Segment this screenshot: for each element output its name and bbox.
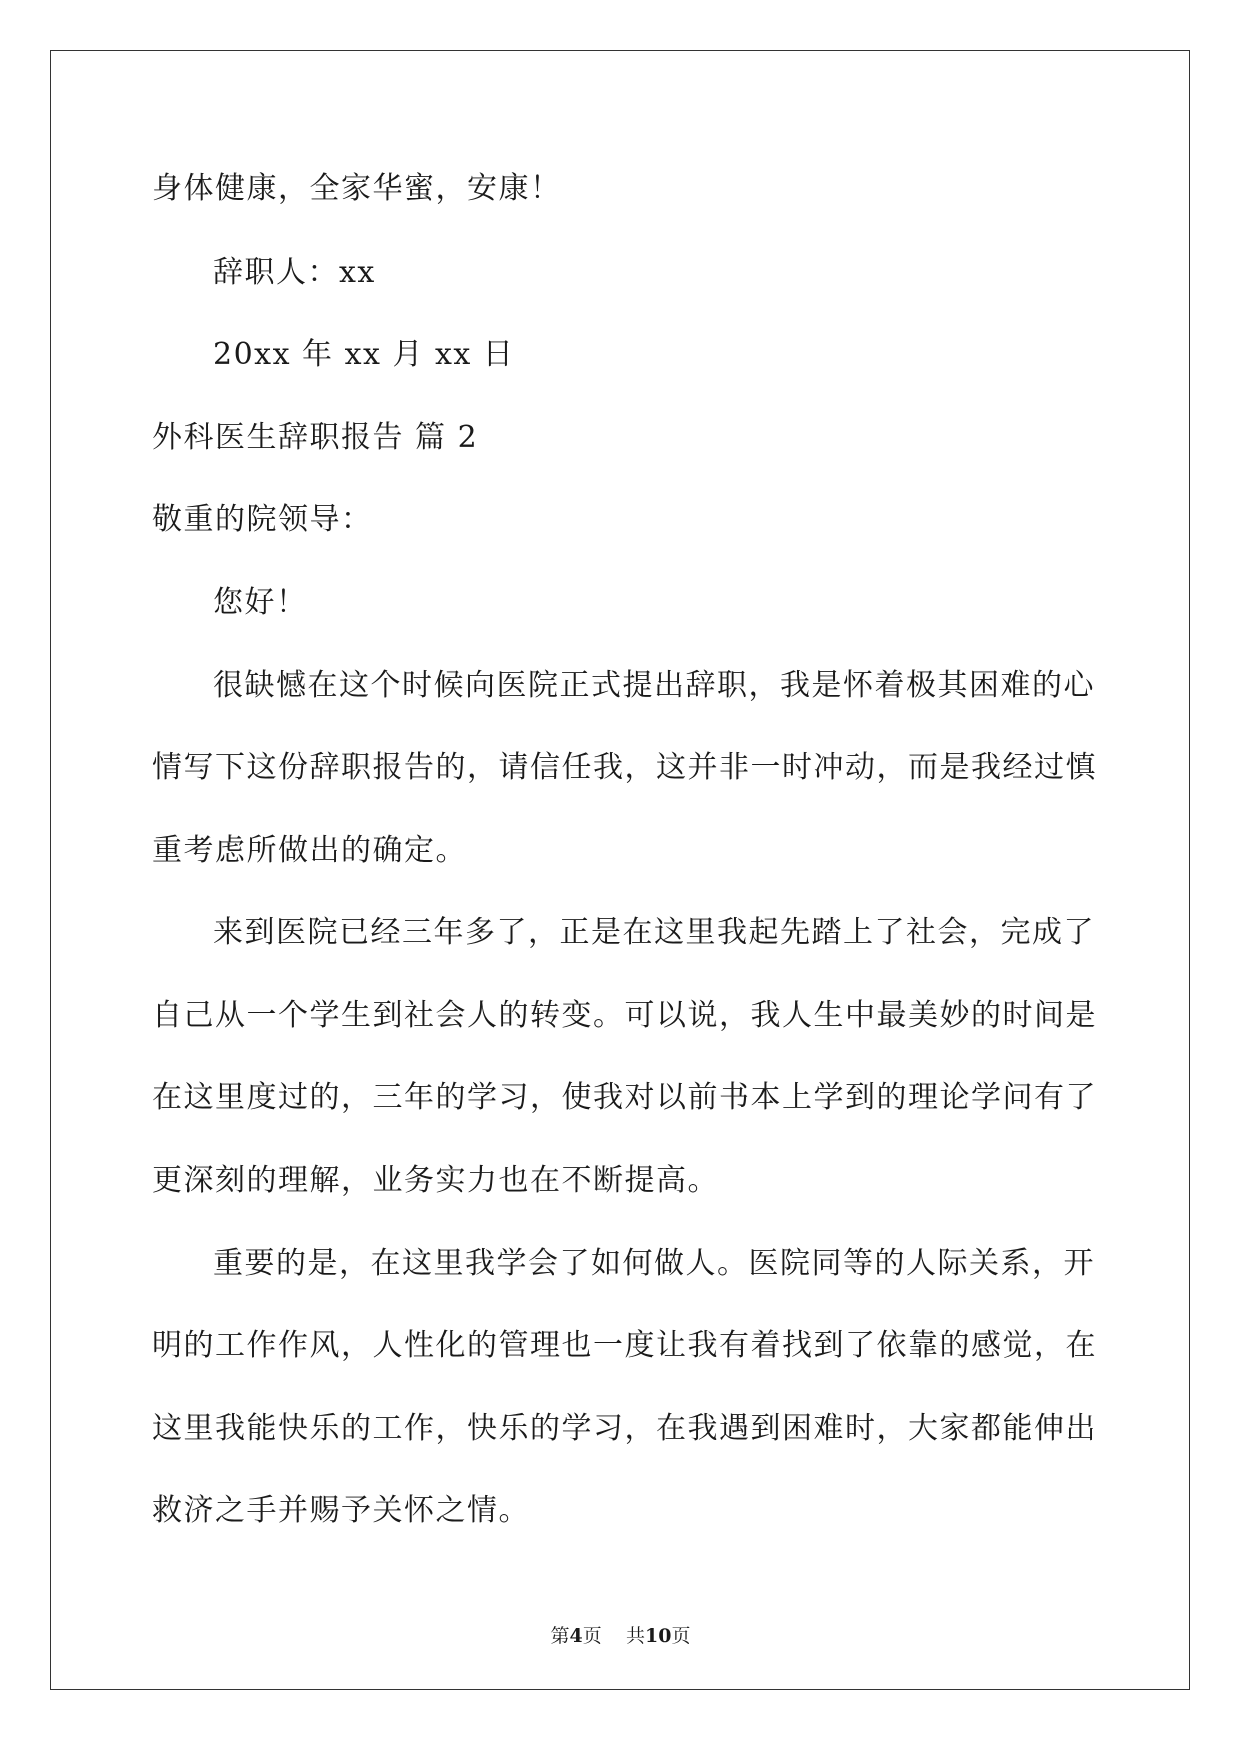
footer-page-prefix: 第 [550, 1625, 570, 1647]
paragraph-1-line-3: 重考虑所做出的确定。 [152, 833, 467, 868]
footer-total-pages: 10 [644, 1625, 672, 1647]
paragraph-2-line-3: 在这里度过的，三年的学习，使我对以前书本上学到的理论学问有了 [152, 1080, 1097, 1115]
closing-wish-line: 身体健康，全家华蜜，安康！ [152, 171, 562, 206]
paragraph-3-line-3: 这里我能快乐的工作，快乐的学习，在我遇到困难时，大家都能伸出 [152, 1411, 1097, 1446]
signer-line: 辞职人：xx [213, 255, 376, 290]
paragraph-3-line-4: 救济之手并赐予关怀之情。 [152, 1493, 530, 1528]
footer-total-prefix: 共 [625, 1625, 645, 1647]
section-heading: 外科医生辞职报告 篇 2 [152, 420, 479, 455]
footer-total-suffix: 页 [671, 1625, 691, 1647]
footer-current-page: 4 [569, 1625, 583, 1647]
salutation: 敬重的院领导： [152, 502, 373, 537]
paragraph-2-line-4: 更深刻的理解，业务实力也在不断提高。 [152, 1163, 719, 1198]
date-line: 20xx 年 xx 月 xx 日 [213, 337, 515, 372]
paragraph-3-line-2: 明的工作作风，人性化的管理也一度让我有着找到了依靠的感觉，在 [152, 1328, 1097, 1363]
page-footer [0, 1621, 1241, 1648]
paragraph-2-line-1: 来到医院已经三年多了，正是在这里我起先踏上了社会，完成了 [213, 915, 1095, 950]
paragraph-3-line-1: 重要的是，在这里我学会了如何做人。医院同等的人际关系，开 [213, 1246, 1095, 1281]
greeting: 您好！ [213, 585, 308, 620]
paragraph-2-line-2: 自己从一个学生到社会人的转变。可以说，我人生中最美妙的时间是 [152, 998, 1097, 1033]
footer-page-suffix: 页 [582, 1625, 602, 1647]
paragraph-1-line-1: 很缺憾在这个时候向医院正式提出辞职，我是怀着极其困难的心 [213, 668, 1095, 703]
paragraph-1-line-2: 情写下这份辞职报告的，请信任我，这并非一时冲动，而是我经过慎 [152, 750, 1097, 785]
